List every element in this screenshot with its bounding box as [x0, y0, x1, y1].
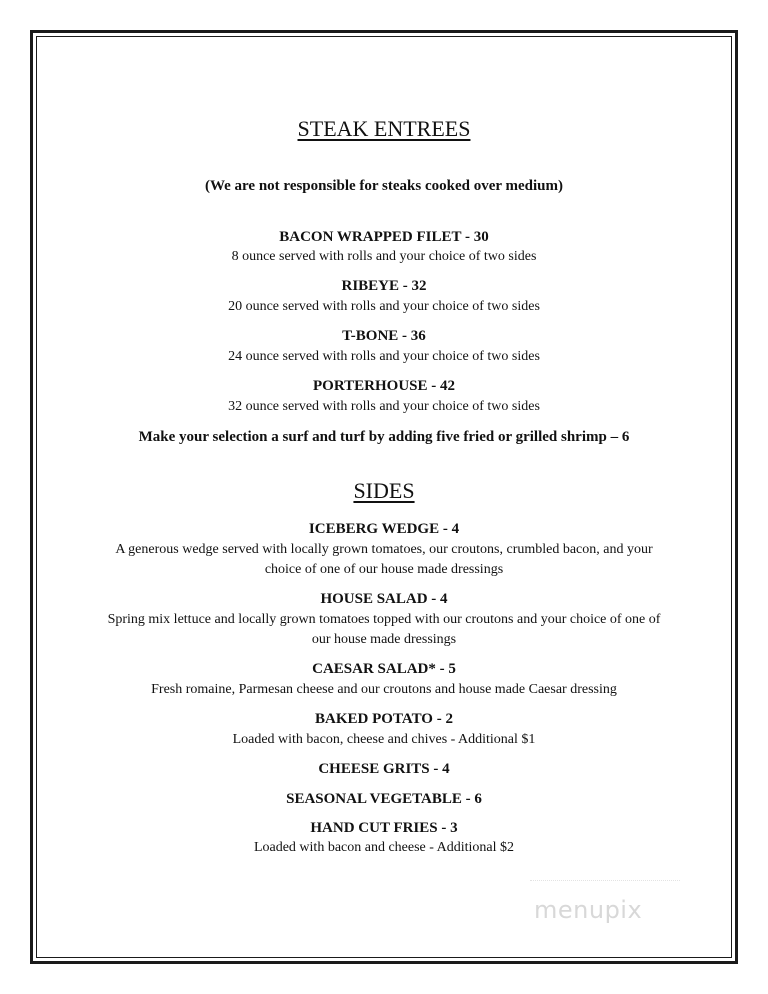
side-item-desc: Spring mix lettuce and locally grown tomatoes topped with our croutons and your choice of one of our house made dressings: [107, 612, 661, 647]
side-item-name: BAKED POTATO - 2: [315, 711, 453, 727]
side-item-name: HAND CUT FRIES - 3: [310, 820, 458, 836]
side-item-name: CAESAR SALAD* - 5: [312, 661, 456, 677]
side-item-name: ICEBERG WEDGE - 4: [308, 521, 460, 537]
steak-item-name: T-BONE - 36: [342, 328, 426, 344]
steak-item-desc: 32 ounce served with rolls and your choice of two sides: [228, 399, 540, 414]
side-item-desc: Fresh romaine, Parmesan cheese and our croutons and house made Caesar dressing: [151, 682, 617, 697]
watermark-dots: [530, 880, 680, 889]
side-item-desc: A generous wedge served with locally grown tomatoes, our croutons, crumbled bacon, and your choice of one of our house made dressings: [115, 542, 653, 577]
steak-item-name: RIBEYE - 32: [341, 278, 427, 294]
surf-and-turf-note: Make your selection a surf and turf by adding five fried or grilled shrimp – 6: [138, 429, 630, 445]
side-item-name: CHEESE GRITS - 4: [318, 761, 450, 777]
steak-entrees-heading: STEAK ENTREES: [297, 116, 471, 141]
steak-cooking-notice: (We are not responsible for steaks cooked over medium): [204, 178, 564, 194]
steak-item-name: PORTERHOUSE - 42: [313, 378, 455, 394]
steak-item-desc: 8 ounce served with rolls and your choice of two sides: [231, 249, 537, 264]
sides-heading: SIDES: [353, 478, 415, 503]
menupix-watermark: menupix: [534, 896, 643, 924]
steak-item-name: BACON WRAPPED FILET - 30: [279, 229, 489, 245]
side-item-desc: Loaded with bacon, cheese and chives - Additional $1: [232, 732, 536, 747]
side-item-name: HOUSE SALAD - 4: [320, 591, 448, 607]
steak-item-desc: 20 ounce served with rolls and your choice of two sides: [228, 299, 540, 314]
steak-item-desc: 24 ounce served with rolls and your choice of two sides: [228, 349, 540, 364]
side-item-desc: Loaded with bacon and cheese - Additional $2: [253, 840, 515, 855]
side-item-name: SEASONAL VEGETABLE - 6: [286, 791, 482, 807]
